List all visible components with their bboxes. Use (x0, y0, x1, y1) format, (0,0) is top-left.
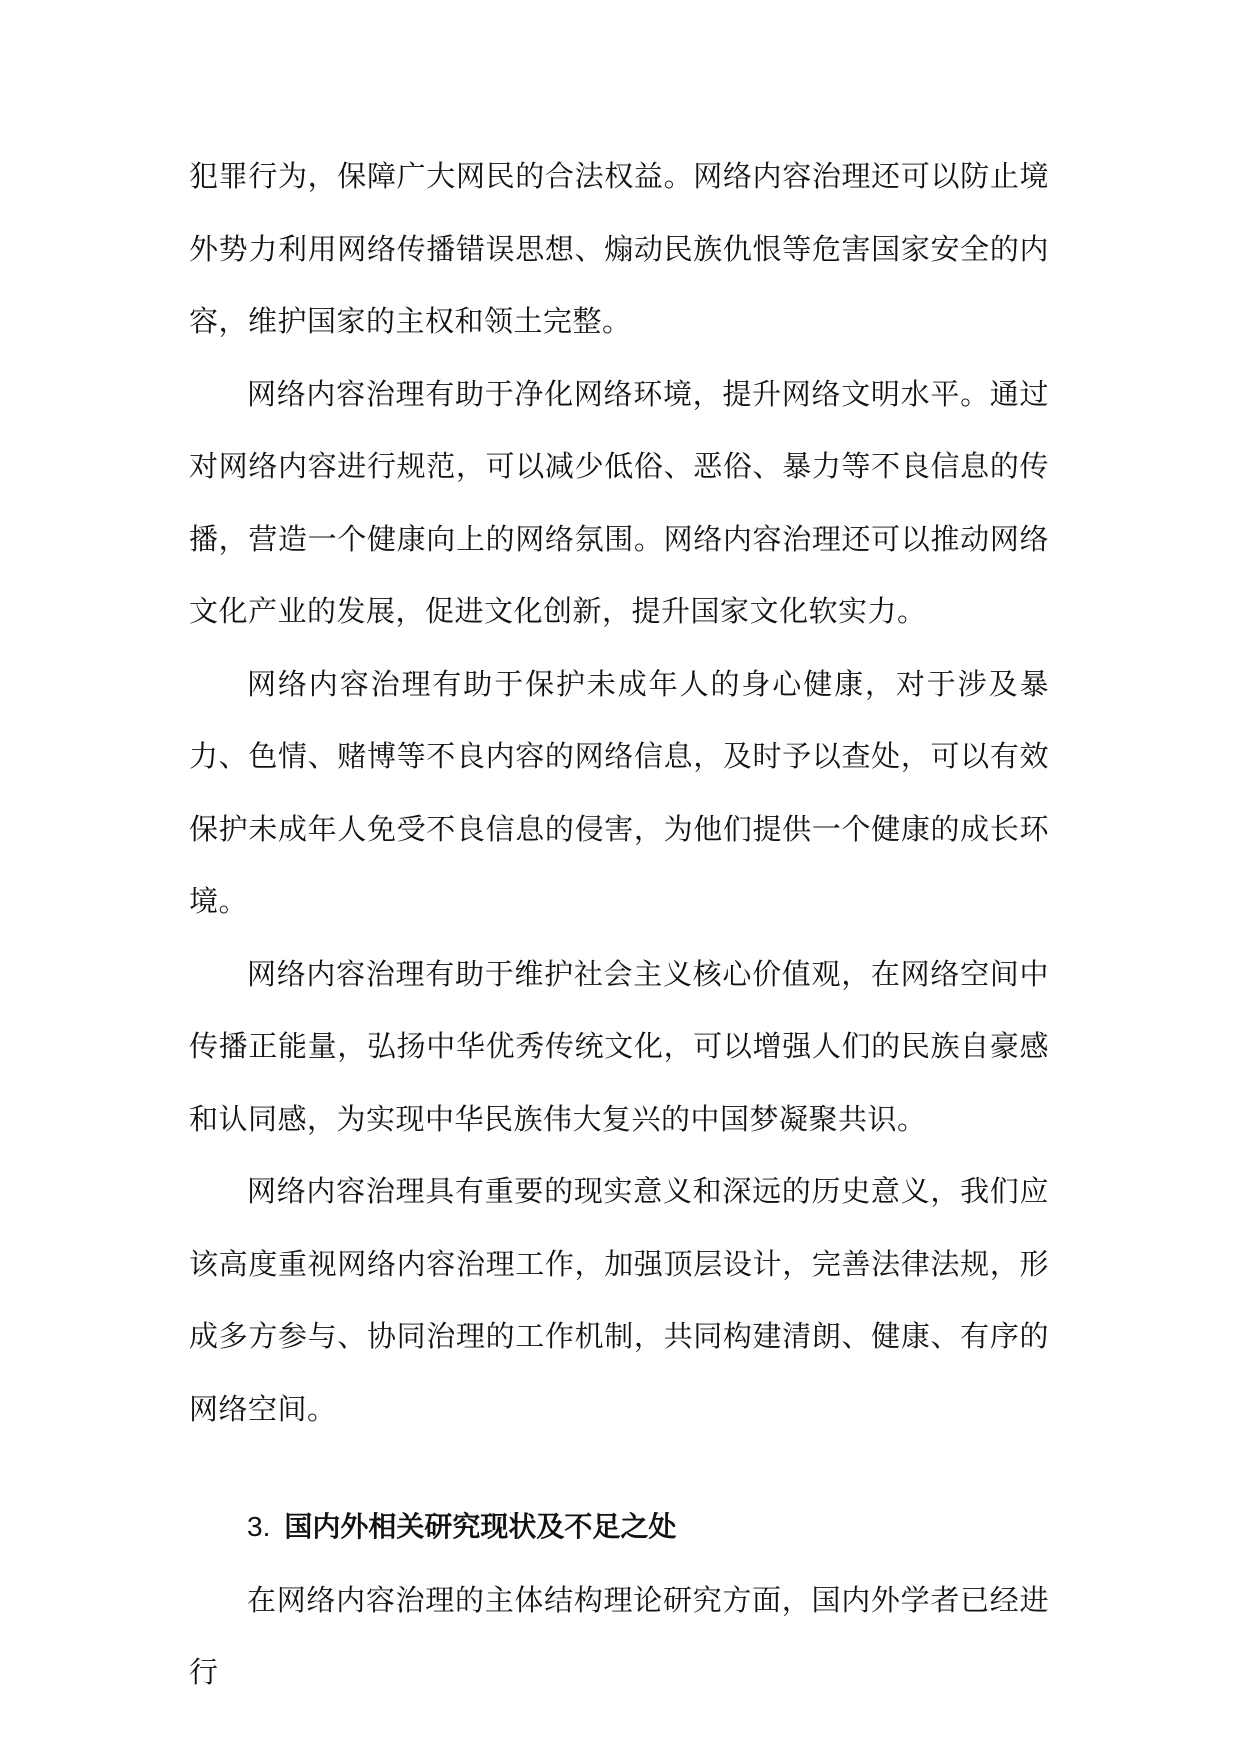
paragraph: 在网络内容治理的主体结构理论研究方面，国内外学者已经进行 (189, 1582, 1049, 1689)
section-heading (189, 1491, 1049, 1564)
section-title: 国内外相关研究现状及不足之处 (284, 1510, 677, 1543)
paragraph: 网络内容治理有助于维护社会主义核心价值观，在网络空间中传播正能量，弘扬中华优秀传统文化，可以增强人们的民族自豪感和认同感，为实现中华民族伟大复兴的中国梦凝聚共识。 (189, 956, 1049, 1136)
section-number: 3. (247, 1511, 271, 1542)
document-body (189, 140, 1049, 1709)
paragraph-continued: 犯罪行为，保障广大网民的合法权益。网络内容治理还可以防止境外势力利用网络传播错误思想、煽动民族仇恨等危害国家安全的内容，维护国家的主权和领土完整。 (189, 159, 1049, 338)
paragraph: 网络内容治理有助于净化网络环境，提升网络文明水平。通过对网络内容进行规范，可以减少低俗、恶俗、暴力等不良信息的传播，营造一个健康向上的网络氛围。网络内容治理还可以推动网络文化产业的发展，促进文化创新，提升国家文化软实力。 (189, 376, 1049, 628)
paragraph: 网络内容治理有助于保护未成年人的身心健康，对于涉及暴力、色情、赌博等不良内容的网络信息，及时予以查处，可以有效保护未成年人免受不良信息的侵害，为他们提供一个健康的成长环境。 (189, 666, 1049, 918)
paragraph: 网络内容治理具有重要的现实意义和深远的历史意义，我们应该高度重视网络内容治理工作，加强顶层设计，完善法律法规，形成多方参与、协同治理的工作机制，共同构建清朗、健康、有序的网络空间。 (189, 1174, 1049, 1426)
